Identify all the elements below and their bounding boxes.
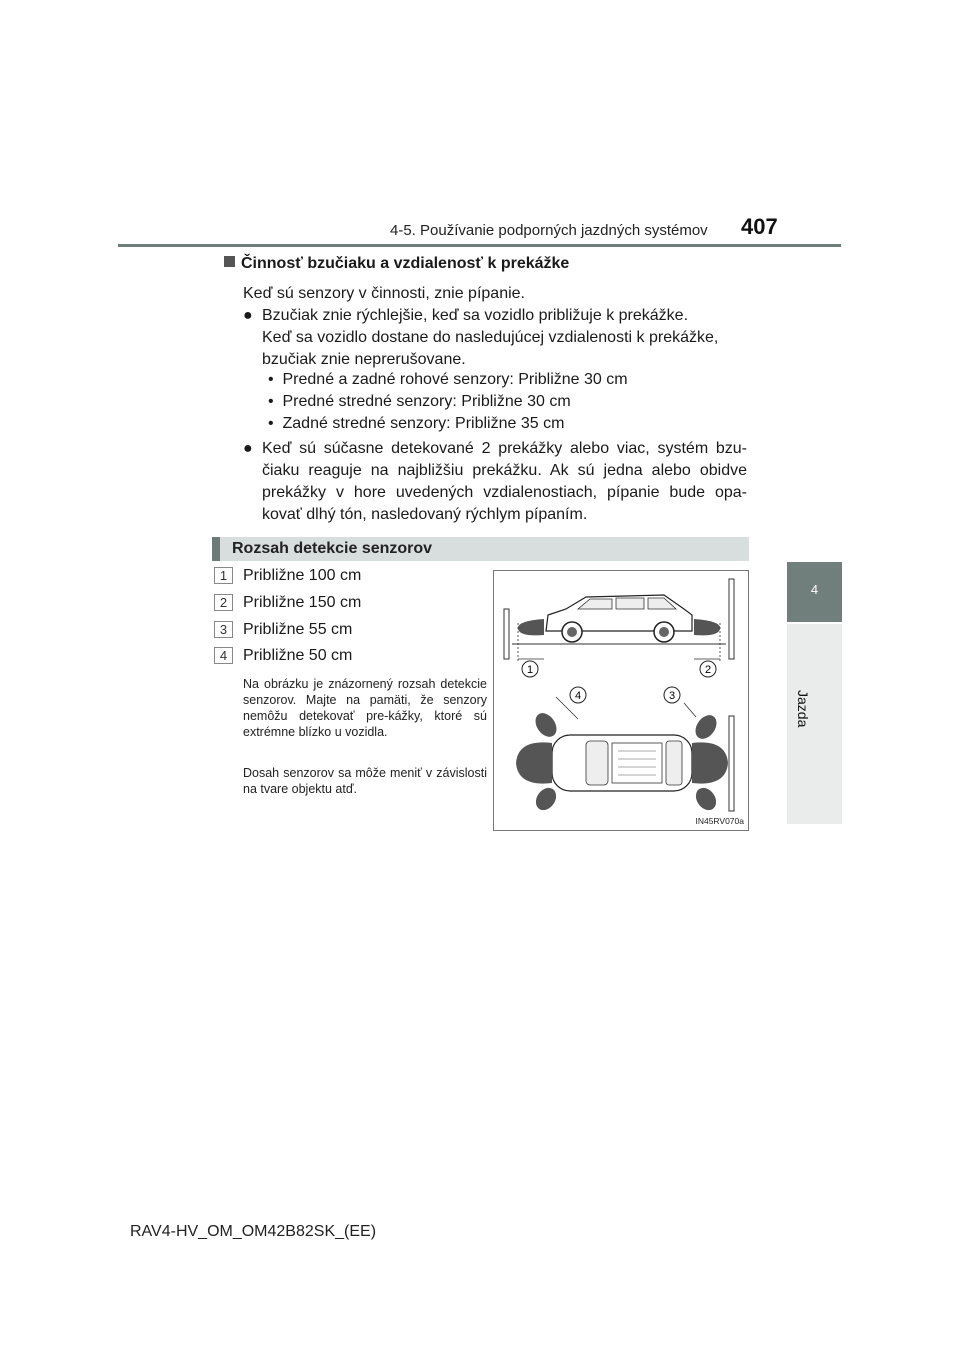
- bullet-dot-icon: ●: [243, 440, 253, 457]
- sensor-range-figure: [493, 570, 749, 831]
- range-value: Približne 50 cm: [243, 647, 353, 664]
- bullet-text-line: Bzučiak znie rýchlejšie, keď sa vozidlo približuje k prekážke.: [262, 307, 689, 324]
- chapter-label: Jazda: [795, 690, 811, 728]
- section-heading-text: Činnosť bzučiaku a vzdialenosť k prekážke: [241, 255, 570, 272]
- detection-area-top-rear: [692, 742, 728, 783]
- note-text: Dosah senzorov sa môže meniť v závislosti na tvare objektu atď.: [243, 766, 487, 796]
- section-title: 4-5. Používanie podporných jazdných systémov: [390, 222, 708, 239]
- detection-area-rear-left: [691, 711, 721, 743]
- range-value: Približne 100 cm: [243, 567, 362, 584]
- callout-label-4: 4: [574, 690, 582, 702]
- page-number: 407: [741, 214, 778, 239]
- intro-text: Keď sú senzory v činnosti, znie pípanie.: [243, 285, 525, 302]
- chapter-tab: [787, 562, 842, 622]
- sub-item: • Zadné stredné senzory: Približne 35 cm: [268, 415, 565, 432]
- range-value: Približne 150 cm: [243, 594, 362, 611]
- detection-area-front-left: [531, 709, 561, 741]
- wall-top-right: [729, 716, 734, 811]
- bullet-text-line: bzučiak znie neprerušovane.: [262, 351, 466, 368]
- document-code: RAV4-HV_OM_OM42B82SK_(EE): [130, 1223, 377, 1240]
- bullet-dot-icon: ●: [243, 307, 253, 324]
- range-value: Približne 55 cm: [243, 621, 353, 638]
- detection-area-rear-right: [692, 784, 721, 814]
- callout-number: 3: [214, 621, 233, 638]
- sub-item: • Predné a zadné rohové senzory: Približne 30 cm: [268, 371, 628, 388]
- square-bullet-icon: [224, 256, 235, 267]
- callout-label-2: 2: [704, 664, 712, 676]
- detection-area-rear: [694, 619, 720, 635]
- bullet-text: Keď sú súčasne detekované 2 prekážky alebo viac, systém bzu-čiaku reaguje na najbližšiu prekážku. Ak sú jedna alebo obidve prekážky v hore uvedených vzdialenostiach, pípanie bude opa-kovať dlhý tón, nasledovaný rýchlym pípaním.: [262, 440, 747, 523]
- section-heading: [224, 255, 569, 273]
- note-text: Na obrázku je znázornený rozsah detekcie senzorov. Majte na pamäti, že senzory nemôžu detekovať pre-kážky, ktoré sú extrémne blízko u vozidla.: [243, 677, 487, 739]
- header-divider: [118, 244, 841, 247]
- callout-number: 1: [214, 567, 233, 584]
- wall-left: [504, 609, 509, 659]
- sub-item-text: Predné a zadné rohové senzory: Približne 30 cm: [282, 371, 628, 388]
- callout-number: 4: [214, 647, 233, 664]
- section-bar: [212, 537, 749, 561]
- sub-item-text: Zadné stredné senzory: Približne 35 cm: [282, 415, 565, 432]
- sub-item-text: Predné stredné senzory: Približne 30 cm: [282, 393, 571, 410]
- detection-area-top-front: [516, 742, 552, 783]
- detection-area-front: [518, 619, 544, 635]
- callout-label-1: 1: [526, 664, 534, 676]
- sensor-diagram: [494, 571, 748, 830]
- bullet-text-line: Keď sa vozidlo dostane do nasledujúcej vzdialenosti k prekážke,: [262, 329, 719, 346]
- section-bar-title: Rozsah detekcie senzorov: [232, 540, 433, 557]
- callout-label-3: 3: [668, 690, 676, 702]
- wall-right: [729, 579, 734, 659]
- detection-area-front-right: [532, 784, 561, 814]
- sub-item: • Predné stredné senzory: Približne 30 cm: [268, 393, 571, 410]
- car-top-view: [552, 735, 692, 791]
- car-side-view: [546, 595, 692, 642]
- chapter-number: 4: [810, 582, 819, 597]
- figure-code: IN45RV070a: [695, 816, 744, 826]
- callout-number: 2: [214, 594, 233, 611]
